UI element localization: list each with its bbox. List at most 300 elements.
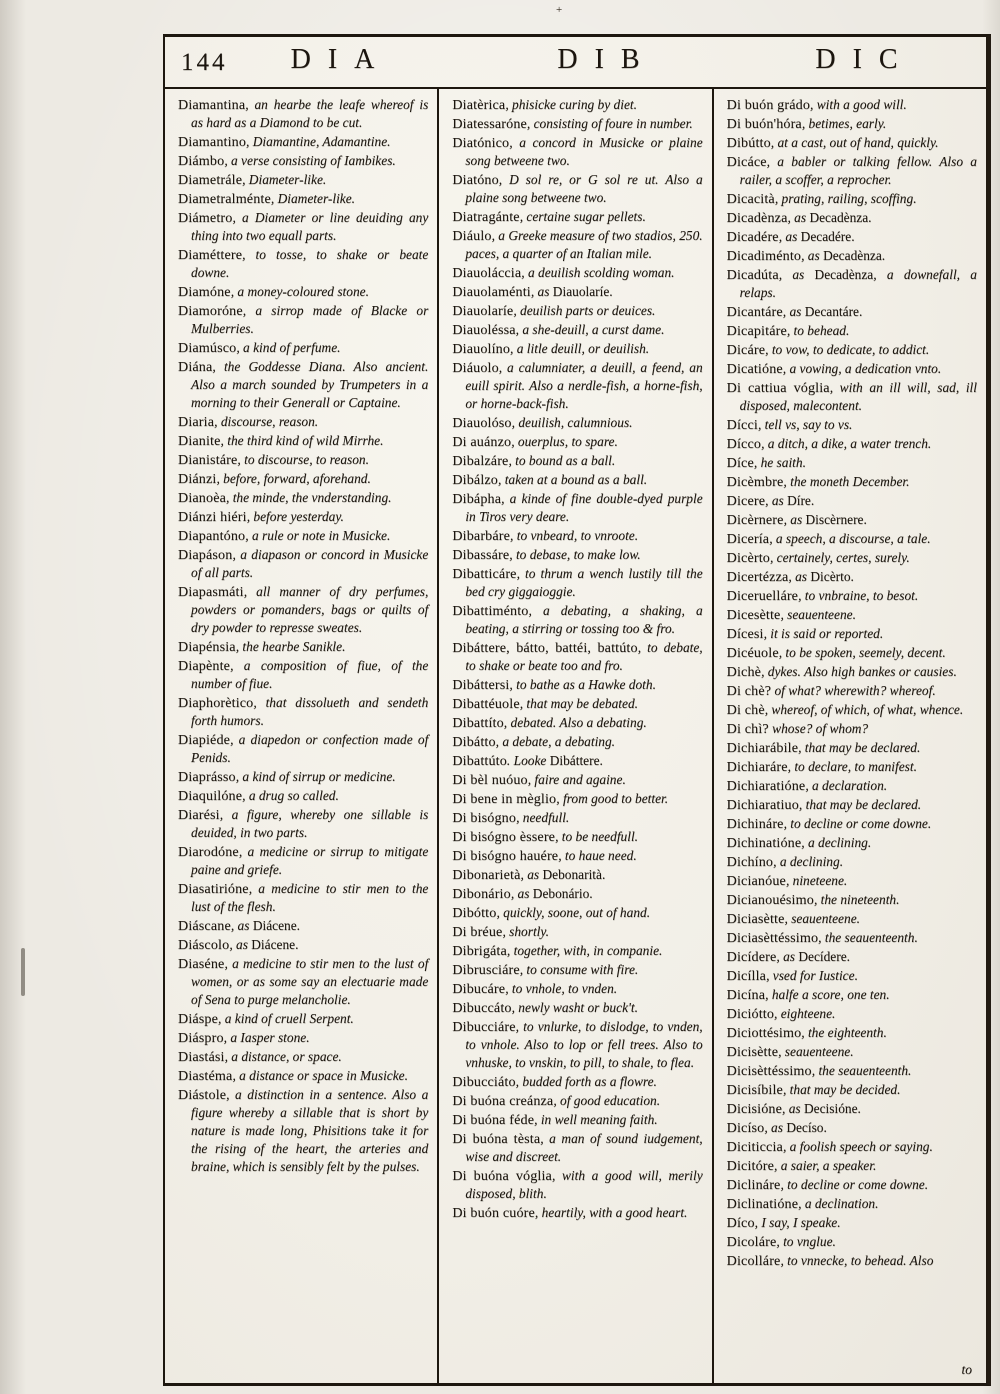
entry-headword: Di auánzo bbox=[452, 434, 512, 450]
entry-headword: Dibáttere, bátto, battéi, battúto bbox=[452, 640, 638, 656]
entry-headword: Di buóna creánza bbox=[452, 1093, 554, 1109]
entry-headword: Di bèl nuóuo bbox=[452, 772, 528, 788]
entry-definition: , a kind of sirrup or medicine. bbox=[235, 769, 396, 784]
entry-definition: , certainely, certes, surely. bbox=[769, 550, 910, 565]
dictionary-entry bbox=[452, 733, 702, 751]
entry-definition: , that may be decided. bbox=[782, 1082, 901, 1097]
dictionary-entry bbox=[727, 929, 977, 947]
dictionary-entry bbox=[178, 133, 428, 151]
entry-definition: , a diapason or concord in Musicke of all parts. bbox=[191, 547, 429, 580]
entry-headword: Diaquilóne bbox=[178, 788, 243, 804]
entry-headword: Diamantino bbox=[178, 134, 247, 150]
entry-headword: Díco bbox=[726, 1215, 755, 1231]
entry-definition: , a babler or talking fellow. Also a railer, a scoffer, a reprocher. bbox=[739, 154, 977, 187]
entry-crossref: Discèrnere. bbox=[805, 512, 867, 527]
dictionary-entry bbox=[727, 986, 977, 1004]
entry-definition: , quickly, soone, out of hand. bbox=[496, 905, 651, 920]
dictionary-entry bbox=[727, 1233, 977, 1251]
entry-headword: Dibuccáto bbox=[452, 1000, 512, 1016]
dictionary-entry bbox=[727, 739, 977, 757]
dictionary-entry bbox=[452, 565, 702, 601]
dictionary-entry bbox=[178, 657, 428, 693]
entry-crossref: Díre. bbox=[787, 493, 815, 508]
entry-headword: Dicadúta bbox=[726, 267, 779, 283]
entry-definition: , a declining. bbox=[801, 835, 872, 850]
dictionary-entry bbox=[727, 872, 977, 890]
dictionary-entry bbox=[178, 489, 428, 507]
dictionary-entry bbox=[727, 96, 977, 114]
dictionary-entry bbox=[452, 809, 702, 827]
dictionary-entry bbox=[178, 1010, 428, 1028]
dictionary-entry bbox=[452, 171, 702, 207]
entry-definition: , a declaration. bbox=[805, 778, 888, 793]
entry-headword: Dicantáre bbox=[726, 304, 783, 320]
entry-headword: Dicadiménto bbox=[726, 248, 802, 264]
entry-headword: Dibattiménto bbox=[452, 603, 529, 619]
dictionary-entry bbox=[452, 790, 702, 808]
entry-headword: Dicitóre bbox=[726, 1158, 775, 1174]
entry-definition: , with an ill will, sad, ill disposed, malecontent. bbox=[739, 380, 977, 413]
entry-headword: Dicianouésimo bbox=[726, 892, 814, 908]
entry-headword: Di buón grádo bbox=[726, 97, 811, 113]
entry-definition: , dykes. Also high bankes or causies. bbox=[761, 664, 957, 679]
entry-definition: , a vowing, a dedication vnto. bbox=[782, 361, 942, 376]
entry-definition: , to bathe as a Hawke doth. bbox=[509, 677, 656, 692]
dictionary-entry bbox=[727, 682, 977, 700]
entry-definition: , the moneth December. bbox=[783, 474, 910, 489]
entry-headword: Dicacità bbox=[726, 191, 775, 207]
dictionary-entry bbox=[178, 190, 428, 208]
entry-headword: Dicáre bbox=[726, 342, 766, 358]
dictionary-entry bbox=[178, 527, 428, 545]
entry-definition: , a distinction in a sentence. Also a figure whereby a sillable that is short by nature is made long, Phisitions take it for the rising of the heart, the arteries and braine, which is sensibly felt by the pulses. bbox=[191, 1087, 429, 1174]
entry-definition: , nineteene. bbox=[785, 873, 848, 888]
entry-definition: , a ditch, a dike, a water trench. bbox=[761, 436, 932, 451]
entry-definition: , deuilish parts or deuices. bbox=[513, 303, 656, 318]
page-number: 144 bbox=[181, 49, 228, 76]
entry-crossref: Diácene. bbox=[251, 937, 299, 952]
entry-headword: Dichináre bbox=[726, 816, 784, 832]
dictionary-entry bbox=[178, 1048, 428, 1066]
entry-headword: Dibátto bbox=[452, 734, 496, 750]
entry-headword: Diarodóne bbox=[178, 844, 239, 860]
entry-headword: Di buóna tèsta bbox=[452, 1131, 541, 1147]
dictionary-entry bbox=[178, 806, 428, 842]
dictionary-entry bbox=[727, 587, 977, 605]
entry-headword: Dichiaratióne bbox=[726, 778, 806, 794]
entry-headword: Diaria bbox=[178, 414, 215, 430]
entry-headword: Dicisètte bbox=[726, 1044, 779, 1060]
entry-definition: , to debase, to make low. bbox=[509, 547, 641, 562]
entry-headword: Diamúsco bbox=[178, 340, 237, 356]
entry-headword: Dicadènza bbox=[726, 210, 788, 226]
entry-headword: Diámetro bbox=[178, 210, 233, 226]
dictionary-entry bbox=[727, 492, 977, 510]
dictionary-entry bbox=[727, 511, 977, 529]
entry-definition: , seauenteene. bbox=[784, 911, 860, 926]
entry-definition: , to declare, to manifest. bbox=[787, 759, 917, 774]
dictionary-entry bbox=[452, 866, 702, 884]
entry-definition: , before, forward, aforehand. bbox=[216, 471, 371, 486]
entry-headword: Dichè bbox=[726, 664, 762, 680]
entry-headword: Dibonarietà bbox=[452, 867, 521, 883]
entry-definition: , an hearbe the leafe whereof is as hard as a Diamond to be cut. bbox=[191, 97, 429, 130]
entry-headword: Dibattéuole bbox=[452, 696, 520, 712]
entry-crossref: Diauolaríe. bbox=[552, 284, 613, 299]
dictionary-entry bbox=[727, 379, 977, 415]
dictionary-entry bbox=[452, 885, 702, 903]
dictionary-entry bbox=[178, 283, 428, 301]
entry-headword: Diatessaróne bbox=[452, 116, 527, 132]
catchword: to bbox=[961, 1362, 972, 1377]
dictionary-entry bbox=[178, 358, 428, 412]
entry-headword: Diciticcia bbox=[726, 1139, 783, 1155]
running-head-dic: DIC bbox=[815, 44, 915, 75]
entry-definition: , a kind of perfume. bbox=[236, 340, 341, 355]
running-head-dib: DIB bbox=[557, 44, 657, 75]
entry-definition: , it is said or reported. bbox=[763, 626, 884, 641]
entry-headword: Diciottésimo bbox=[726, 1025, 802, 1041]
entry-definition: , a verse consisting of Iambikes. bbox=[224, 153, 396, 168]
entry-definition: , a Diameter or line deuiding any thing into two equall parts. bbox=[191, 210, 429, 243]
entry-headword: Diciótto bbox=[726, 1006, 775, 1022]
dictionary-entry bbox=[452, 321, 702, 339]
entry-definition: , I say, I speake. bbox=[754, 1215, 841, 1230]
entry-definition: , seauenteene. bbox=[778, 1044, 854, 1059]
entry-crossref: Decadére. bbox=[800, 229, 855, 244]
entry-definition: , a litle deuill, or deuilish. bbox=[510, 341, 650, 356]
entry-definition: , to vnlurke, to dislodge, to vnden, to vnhole. Also to lop or fell trees. Also to vnhuske, to vnskin, to pill, to shale, to flea. bbox=[465, 1019, 703, 1070]
entry-headword: Di chè? bbox=[726, 683, 772, 699]
entry-definition: , with a good will, merily disposed, blith. bbox=[465, 1168, 703, 1201]
entry-headword: Dicere bbox=[726, 493, 766, 509]
entry-definition: whose? of whom? bbox=[768, 721, 869, 736]
entry-headword: Dicína bbox=[726, 987, 766, 1003]
entry-headword: Diauoláccia bbox=[452, 265, 522, 281]
entry-headword: Dicianóue bbox=[726, 873, 786, 889]
dictionary-entry bbox=[727, 1214, 977, 1232]
dictionary-entry bbox=[452, 471, 702, 489]
dictionary-entry bbox=[178, 413, 428, 431]
entry-definition: , as bbox=[520, 867, 543, 882]
entry-headword: Diciasètte bbox=[726, 911, 785, 927]
entry-definition: , to decline or come downe. bbox=[780, 1177, 929, 1192]
dictionary-entry bbox=[178, 451, 428, 469]
entry-headword: Diatónico bbox=[452, 135, 510, 151]
entry-headword: Dicídere bbox=[726, 949, 777, 965]
entry-definition: , that may be debated. bbox=[519, 696, 638, 711]
dictionary-entry bbox=[727, 1176, 977, 1194]
page-header bbox=[165, 37, 986, 89]
entry-definition: , as bbox=[788, 569, 811, 584]
entry-definition: , to tosse, to shake or beate downe. bbox=[191, 247, 429, 280]
entry-headword: Diatèrica bbox=[452, 97, 506, 113]
entry-definition: , as bbox=[776, 949, 799, 964]
entry-crossref: Debonário. bbox=[532, 886, 593, 901]
entry-definition: , as bbox=[778, 229, 801, 244]
dictionary-entry bbox=[452, 96, 702, 114]
entry-definition: , as bbox=[230, 918, 253, 933]
entry-headword: Diáscane bbox=[178, 918, 231, 934]
entry-headword: Diauolaríe bbox=[452, 303, 514, 319]
dictionary-entry bbox=[727, 341, 977, 359]
entry-definition: , as bbox=[765, 493, 788, 508]
entry-definition: , D sol re, or G sol re ut. Also a plaine song betweene two. bbox=[465, 172, 703, 205]
entry-crossref: Decisióne. bbox=[803, 1101, 861, 1116]
dictionary-entry bbox=[727, 435, 977, 453]
dictionary-entry bbox=[178, 96, 428, 132]
entry-headword: Dicadére bbox=[726, 229, 779, 245]
dictionary-entry bbox=[452, 923, 702, 941]
entry-definition: , to discourse, to reason. bbox=[237, 452, 369, 467]
entry-headword: Dichinatióne bbox=[726, 835, 802, 851]
entry-headword: Diáspro bbox=[178, 1030, 224, 1046]
dictionary-entry bbox=[178, 209, 428, 245]
entry-headword: Di chì? bbox=[726, 721, 769, 737]
entry-headword: Diarési bbox=[178, 807, 220, 823]
entry-definition: , to vnbeard, to vnroote. bbox=[510, 528, 639, 543]
entry-definition: , faire and againe. bbox=[527, 772, 626, 787]
dictionary-entry bbox=[727, 322, 977, 340]
entry-headword: Diametralménte bbox=[178, 191, 271, 207]
dictionary-entry bbox=[178, 583, 428, 637]
entry-headword: Diamoróne bbox=[178, 303, 243, 319]
entry-definition: , consisting of foure in number. bbox=[526, 116, 693, 131]
entry-definition: , a diapedon or confection made of Penids. bbox=[191, 732, 429, 765]
entry-definition: , halfe a score, one ten. bbox=[765, 987, 890, 1002]
entry-definition: , a distance, or space. bbox=[224, 1049, 342, 1064]
entry-definition: , to vnglue. bbox=[776, 1234, 836, 1249]
dictionary-entry bbox=[178, 470, 428, 488]
entry-headword: Diceruelláre bbox=[726, 588, 799, 604]
dictionary-entry bbox=[452, 1130, 702, 1166]
dictionary-entry bbox=[452, 1204, 702, 1222]
entry-definition: , Diameter-like. bbox=[270, 191, 356, 206]
entry-definition: , a calumniater, a deuill, a feend, an euill spirit. Also a nerdle-fish, a horne-fish, or horne-back-fish. bbox=[465, 360, 703, 411]
dictionary-entry bbox=[452, 752, 702, 770]
entry-headword: Dicoláre bbox=[726, 1234, 777, 1250]
entry-definition: , as bbox=[510, 886, 533, 901]
entry-definition: , discourse, reason. bbox=[214, 414, 319, 429]
entry-headword: Dibótto bbox=[452, 905, 497, 921]
entry-headword: Di chè bbox=[726, 702, 765, 718]
entry-headword: Dibalzáre bbox=[452, 453, 509, 469]
dictionary-entry bbox=[452, 828, 702, 846]
dictionary-entry bbox=[727, 701, 977, 719]
entry-definition: , phisicke curing by diet. bbox=[505, 97, 637, 112]
entry-headword: Dicèmbre bbox=[726, 474, 784, 490]
entry-definition: , the nineteenth. bbox=[813, 892, 900, 907]
dictionary-entry bbox=[727, 1100, 977, 1118]
entry-definition: , of good education. bbox=[553, 1093, 661, 1108]
dictionary-entry bbox=[452, 1167, 702, 1203]
dictionary-entry bbox=[727, 568, 977, 586]
entry-headword: Dichiarábile bbox=[726, 740, 799, 756]
entry-definition: , the minde, the vnderstanding. bbox=[226, 490, 392, 505]
entry-definition: , to vnhole, to vnden. bbox=[505, 981, 618, 996]
dictionary-entry bbox=[178, 302, 428, 338]
dictionary-entry bbox=[452, 847, 702, 865]
entry-headword: Dibáttersi bbox=[452, 677, 510, 693]
entry-definition: , tell vs, say to vs. bbox=[757, 417, 853, 432]
entry-definition: , a kinde of fine double-dyed purple in Tiros very deare. bbox=[465, 491, 703, 524]
entry-headword: Dichíno bbox=[726, 854, 774, 870]
entry-headword: Dicapitáre bbox=[726, 323, 787, 339]
entry-headword: Dicatióne bbox=[726, 361, 783, 377]
entry-definition: , that dissolueth and sendeth forth humors. bbox=[191, 695, 429, 728]
entry-headword: Di cattiua vóglia bbox=[726, 380, 830, 396]
entry-definition: , to be needfull. bbox=[555, 829, 639, 844]
entry-definition: of what? wherewith? whereof. bbox=[771, 683, 936, 698]
entry-headword: Diauolaménti bbox=[452, 284, 531, 300]
entry-headword: Di bene in mèglio bbox=[452, 791, 557, 807]
dictionary-entry bbox=[727, 209, 977, 227]
entry-definition: , a downefall, a relaps. bbox=[739, 267, 977, 300]
entry-headword: Diasatirióne bbox=[178, 881, 249, 897]
dictionary-entry bbox=[727, 1252, 977, 1270]
entry-headword: Díce bbox=[726, 455, 754, 471]
dictionary-entry bbox=[727, 853, 977, 871]
dictionary-entry bbox=[178, 246, 428, 282]
entry-headword: Dicisèttéssimo bbox=[726, 1063, 812, 1079]
dictionary-entry bbox=[727, 948, 977, 966]
entry-headword: Dicertézza bbox=[726, 569, 789, 585]
entry-headword: Diáscolo bbox=[178, 937, 230, 953]
dictionary-entry bbox=[452, 490, 702, 526]
entry-definition: , Diameter-like. bbox=[242, 172, 327, 187]
entry-definition: , as bbox=[530, 284, 553, 299]
dictionary-entry bbox=[727, 115, 977, 133]
entry-headword: Dibucciáre bbox=[452, 1019, 516, 1035]
dictionary-entry bbox=[452, 1073, 702, 1091]
entry-definition: , a man of sound iudgement, wise and discreet. bbox=[465, 1131, 703, 1164]
entry-headword: Diástole bbox=[178, 1087, 227, 1103]
entry-definition: , he saith. bbox=[753, 455, 806, 470]
entry-definition: , taken at a bound as a ball. bbox=[498, 472, 648, 487]
entry-headword: Diaséne bbox=[178, 956, 225, 972]
entry-headword: Dianoèa bbox=[178, 490, 227, 506]
dictionary-entry bbox=[727, 1119, 977, 1137]
entry-definition: , the seauenteenth. bbox=[818, 930, 918, 945]
entry-crossref: Decantáre. bbox=[804, 304, 863, 319]
entry-headword: Dibápha bbox=[452, 491, 502, 507]
dictionary-entry bbox=[452, 695, 702, 713]
column-3 bbox=[712, 89, 986, 1383]
dictionary-entry bbox=[727, 416, 977, 434]
column-1 bbox=[165, 89, 437, 1383]
dictionary-entry bbox=[178, 171, 428, 189]
entry-definition: , whereof, of which, of what, whence. bbox=[764, 702, 964, 717]
dictionary-entry bbox=[452, 999, 702, 1017]
entry-crossref: Decídere. bbox=[798, 949, 850, 964]
entry-headword: Di bisógno bbox=[452, 810, 517, 826]
dictionary-entry bbox=[178, 787, 428, 805]
dictionary-entry bbox=[727, 1024, 977, 1042]
entry-headword: Dicèrto bbox=[726, 550, 770, 566]
entry-headword: Di buóna vóglia bbox=[452, 1168, 552, 1184]
dictionary-entry bbox=[452, 414, 702, 432]
entry-headword: Dibrigáta bbox=[452, 943, 507, 959]
entry-definition: , Diamantine, Adamantine. bbox=[246, 134, 391, 149]
entry-headword: Diáuolo bbox=[452, 360, 499, 376]
entry-definition: , a distance or space in Musicke. bbox=[232, 1068, 408, 1083]
dictionary-entry bbox=[727, 266, 977, 302]
entry-crossref: Dicèrto. bbox=[810, 569, 854, 584]
dictionary-entry bbox=[727, 891, 977, 909]
entry-definition: , to decline or come downe. bbox=[783, 816, 932, 831]
dictionary-entry bbox=[727, 454, 977, 472]
entry-definition: , the hearbe Sanikle. bbox=[235, 639, 346, 654]
entry-definition: , as bbox=[782, 304, 805, 319]
entry-headword: Dicisióne bbox=[726, 1101, 783, 1117]
dictionary-entry bbox=[727, 247, 977, 265]
entry-definition: , as bbox=[783, 512, 806, 527]
entry-crossref: Debonarità. bbox=[542, 867, 606, 882]
entry-headword: Diapáson bbox=[178, 547, 233, 563]
entry-definition: , as bbox=[782, 1101, 804, 1116]
entry-headword: Diaphorètico bbox=[178, 695, 254, 711]
entry-definition: , all manner of dry perfumes, powders or pomanders, bags or quilts of dry powder to represse sweates. bbox=[191, 584, 429, 635]
dictionary-entry bbox=[452, 302, 702, 320]
entry-headword: Diametrále bbox=[178, 172, 243, 188]
entry-headword: Diciasèttéssimo bbox=[726, 930, 819, 946]
entry-headword: Dicisíbile bbox=[726, 1082, 783, 1098]
entry-definition: , a money-coloured stone. bbox=[230, 284, 369, 299]
entry-headword: Di buóna féde bbox=[452, 1112, 535, 1128]
scan-artifact bbox=[21, 948, 25, 996]
entry-headword: Diamantina bbox=[178, 97, 246, 113]
entry-definition: , as bbox=[764, 1120, 787, 1135]
dictionary-entry bbox=[452, 227, 702, 263]
dictionary-entry bbox=[727, 473, 977, 491]
entry-headword: Diánzi bbox=[178, 471, 217, 487]
entry-definition: , a rule or note in Musicke. bbox=[245, 528, 391, 543]
entry-definition: , a she-deuill, a curst dame. bbox=[515, 322, 665, 337]
entry-definition: , to vow, to dedicate, to addict. bbox=[765, 342, 930, 357]
dictionary-entry bbox=[178, 432, 428, 450]
dictionary-entry bbox=[452, 452, 702, 470]
entry-headword: Diatóno bbox=[452, 172, 499, 188]
dictionary-entry bbox=[452, 208, 702, 226]
entry-headword: Dicería bbox=[726, 531, 770, 547]
entry-headword: Dicéuole bbox=[726, 645, 779, 661]
dictionary-entry bbox=[727, 777, 977, 795]
page bbox=[163, 34, 991, 1386]
dictionary-entry bbox=[452, 527, 702, 545]
dictionary-entry bbox=[452, 1018, 702, 1072]
dictionary-entry bbox=[178, 339, 428, 357]
entry-headword: Dianistáre bbox=[178, 452, 238, 468]
dictionary-entry bbox=[727, 625, 977, 643]
dictionary-entry bbox=[727, 1043, 977, 1061]
dictionary-entry bbox=[727, 530, 977, 548]
dictionary-entry bbox=[178, 152, 428, 170]
entry-headword: Dibútto bbox=[726, 135, 771, 151]
dictionary-entry bbox=[727, 606, 977, 624]
entry-definition: , ouerplus, to spare. bbox=[511, 434, 618, 449]
entry-headword: Dicáce bbox=[726, 154, 767, 170]
dictionary-entry bbox=[727, 720, 977, 738]
entry-definition: , to behead. bbox=[786, 323, 850, 338]
entry-definition: , to vnbraine, to besot. bbox=[798, 588, 919, 603]
entry-headword: Diaprásso bbox=[178, 769, 236, 785]
entry-headword: Dicèrnere bbox=[726, 512, 784, 528]
entry-definition: , at a cast, out of hand, quickly. bbox=[770, 135, 939, 150]
entry-definition: , a debating, a shaking, a beating, a stirring or tossing too & fro. bbox=[465, 603, 703, 636]
entry-headword: Diapantóno bbox=[178, 528, 246, 544]
dictionary-entry bbox=[452, 283, 702, 301]
entry-definition: , a declining. bbox=[773, 854, 844, 869]
